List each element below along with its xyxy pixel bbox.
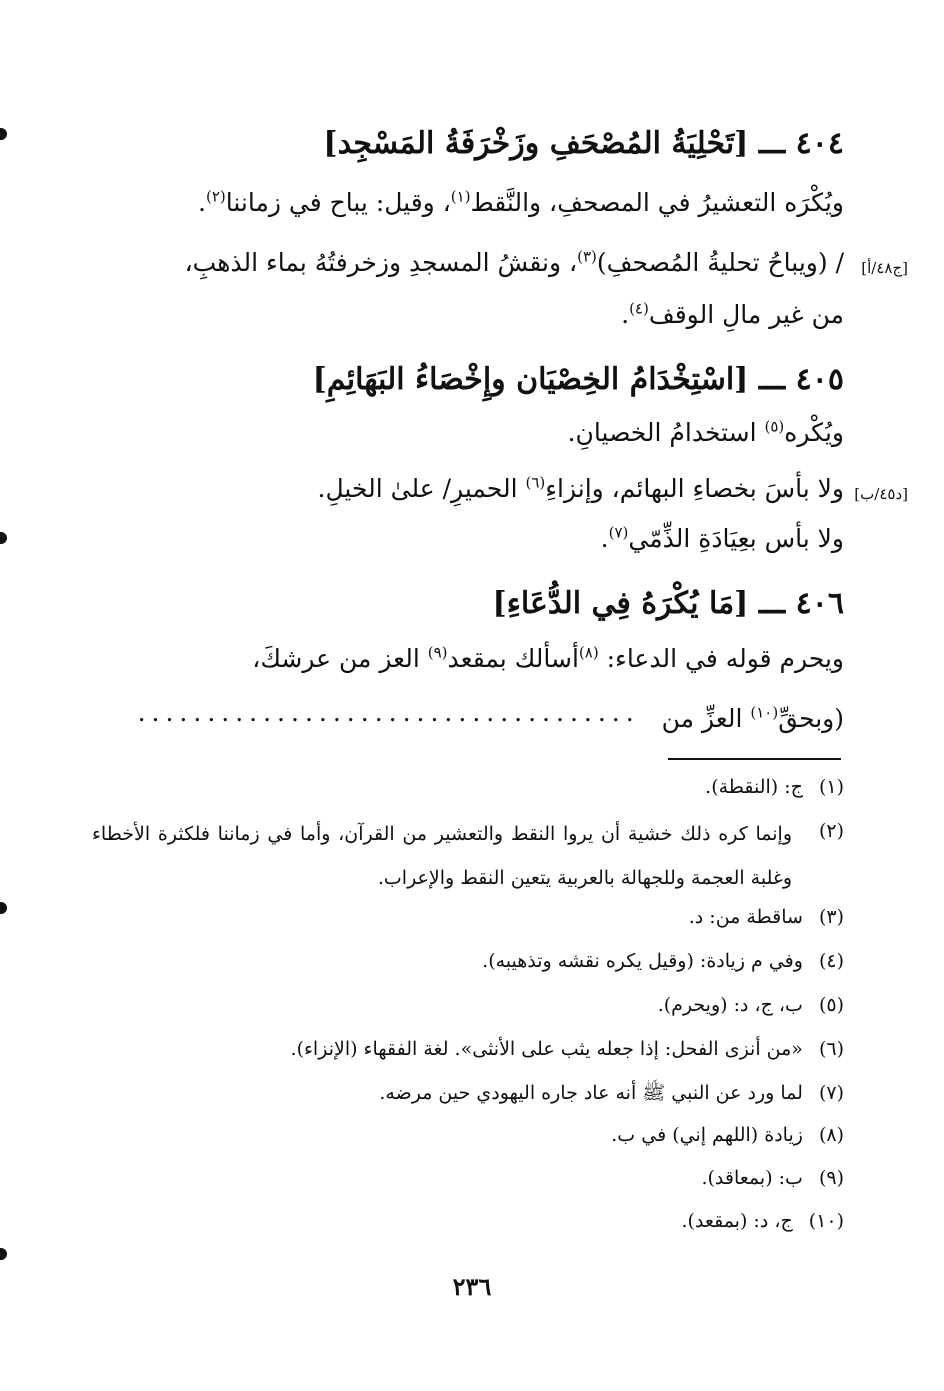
footnote-marker[interactable]: (٦) xyxy=(525,473,546,492)
footnote-number: (٥) xyxy=(818,994,844,1016)
footnote-number: (٧) xyxy=(818,1082,844,1104)
footnote xyxy=(658,994,844,1016)
footnote-number: (٨) xyxy=(818,1124,844,1146)
binding-mark xyxy=(0,532,7,544)
footnote-text: ب، ج، د: (ويحرم). xyxy=(657,994,803,1016)
section-number: ٤٠٤ xyxy=(795,126,844,161)
section-dash: ـــ xyxy=(758,362,786,397)
footnote-text: زيادة (اللهم إني) في ب. xyxy=(611,1124,803,1146)
body-line: ويُكْره$^{(٥)}$ استخدامُ الخصيانِ. xyxy=(567,417,844,447)
binding-mark xyxy=(0,128,7,140)
section-title: [تَحْلِيَةُ المُصْحَفِ وزَخْرَفَةُ المَسْجِد] xyxy=(323,126,749,161)
footnote-text: وإنما كره ذلك خشية أن يروا النقط والتعشير من القرآن، وأما في زماننا فلكثرة الأخطاء وغلبة العجمة وللجهالة بالعربية يتعين النقط والإعراب. xyxy=(92,823,792,889)
body-line: ولا بأس بعِيَادَةِ الذِّمّي$^{(٧)}$. xyxy=(600,523,844,553)
footnote-marker[interactable]: (٨) xyxy=(578,643,599,662)
binding-mark xyxy=(0,1248,7,1260)
body-line: ويُكْرَه التعشيرُ في المصحفِ، والنَّقط$^{(١)}$، وقيل: يباح في زماننا$^{(٢)}$. xyxy=(198,187,844,217)
footnote xyxy=(682,1210,845,1232)
footnote-number: (٢) xyxy=(818,820,844,842)
footnote-number: (٩) xyxy=(818,1167,844,1189)
margin-reference: [د٤٥/ب] xyxy=(854,485,908,503)
footnote-marker[interactable]: (٢) xyxy=(205,187,226,206)
footnote-marker[interactable]: (٤) xyxy=(629,299,649,318)
footnote xyxy=(705,776,844,798)
footnote-number: (١) xyxy=(818,776,844,798)
section-heading-406 xyxy=(95,586,844,621)
footnote-marker[interactable]: (٧) xyxy=(608,523,629,542)
footnote xyxy=(291,1038,844,1060)
section-number: ٤٠٥ xyxy=(795,362,844,397)
page-number: ٢٣٦ xyxy=(452,1272,492,1301)
body-line: من غير مالِ الوقف$^{(٤)}$. xyxy=(621,299,844,329)
body-line: ولا بأسَ بخصاءِ البهائم، وإنزاءِ$^{(٦)}$ الحميرِ/ علىٰ الخيلِ. xyxy=(317,473,844,503)
footnote-text: ساقطة من: د. xyxy=(688,906,803,928)
body-line: / (ويباحُ تحليةُ المُصحفِ)$^{(٣)}$، ونقشُ المسجدِ وزخرفتُهُ بماء الذهبِ، xyxy=(184,247,844,277)
section-dash: ـــ xyxy=(758,126,786,161)
footnote-number: (٣) xyxy=(818,906,844,928)
footnote xyxy=(701,1167,844,1189)
footnote-text: لما ورد عن النبي ﷺ أنه عاد جاره اليهودي حين مرضه. xyxy=(379,1082,803,1104)
footnote-text: «من أنزى الفحل: إذا جعله يثب على الأنثى». لغة الفقهاء (الإنزاء). xyxy=(290,1038,803,1060)
section-dash: ـــ xyxy=(758,586,786,621)
body-line: (وبحقِّ$^{(١٠)}$ العزِّ من .................................... xyxy=(95,698,844,733)
section-title: [اسْتِخْدَامُ الخِصْيَان وإِخْصَاءُ البَهَائِمِ] xyxy=(312,362,749,397)
footnote xyxy=(379,1081,844,1109)
section-title: [مَا يُكْرَهُ فِي الدُّعَاءِ] xyxy=(492,586,749,621)
footnote-marker[interactable]: (٩) xyxy=(427,643,448,662)
footnote-text: وفي م زيادة: (وقيل يكره نقشه وتذهيبه). xyxy=(482,950,803,972)
footnote-text: ج، د: (بمقعد). xyxy=(681,1210,793,1232)
footnote-marker[interactable]: (٣) xyxy=(577,247,597,266)
margin-reference: [ج٤٨/أ] xyxy=(861,259,908,277)
section-number: ٤٠٦ xyxy=(795,586,844,621)
omission-dots: .................................... xyxy=(137,698,640,727)
section-heading-404 xyxy=(95,126,844,161)
footnote xyxy=(803,820,844,842)
footnote xyxy=(611,1124,844,1146)
footnote-number: (٦) xyxy=(818,1038,844,1060)
footnote-marker[interactable]: (٥) xyxy=(764,417,785,436)
footnote-marker[interactable]: (١٠) xyxy=(750,703,779,722)
footnote xyxy=(689,906,844,928)
footnote-number: (٤) xyxy=(818,950,844,972)
footnote-separator xyxy=(668,758,841,760)
section-heading-405 xyxy=(95,362,844,397)
footnote-text: ج: (النقطة). xyxy=(705,776,803,798)
footnote-text: ب: (بمعاقد). xyxy=(701,1167,803,1189)
footnote-marker[interactable]: (١) xyxy=(450,187,471,206)
binding-mark xyxy=(0,902,7,914)
body-line: ويحرم قوله في الدعاء: $^{(٨)}$أسألك بمقعد$^{(٩)}$ العز من عرشكَ، xyxy=(252,643,844,673)
footnote-number: (١٠) xyxy=(808,1210,844,1232)
footnote xyxy=(482,950,844,972)
